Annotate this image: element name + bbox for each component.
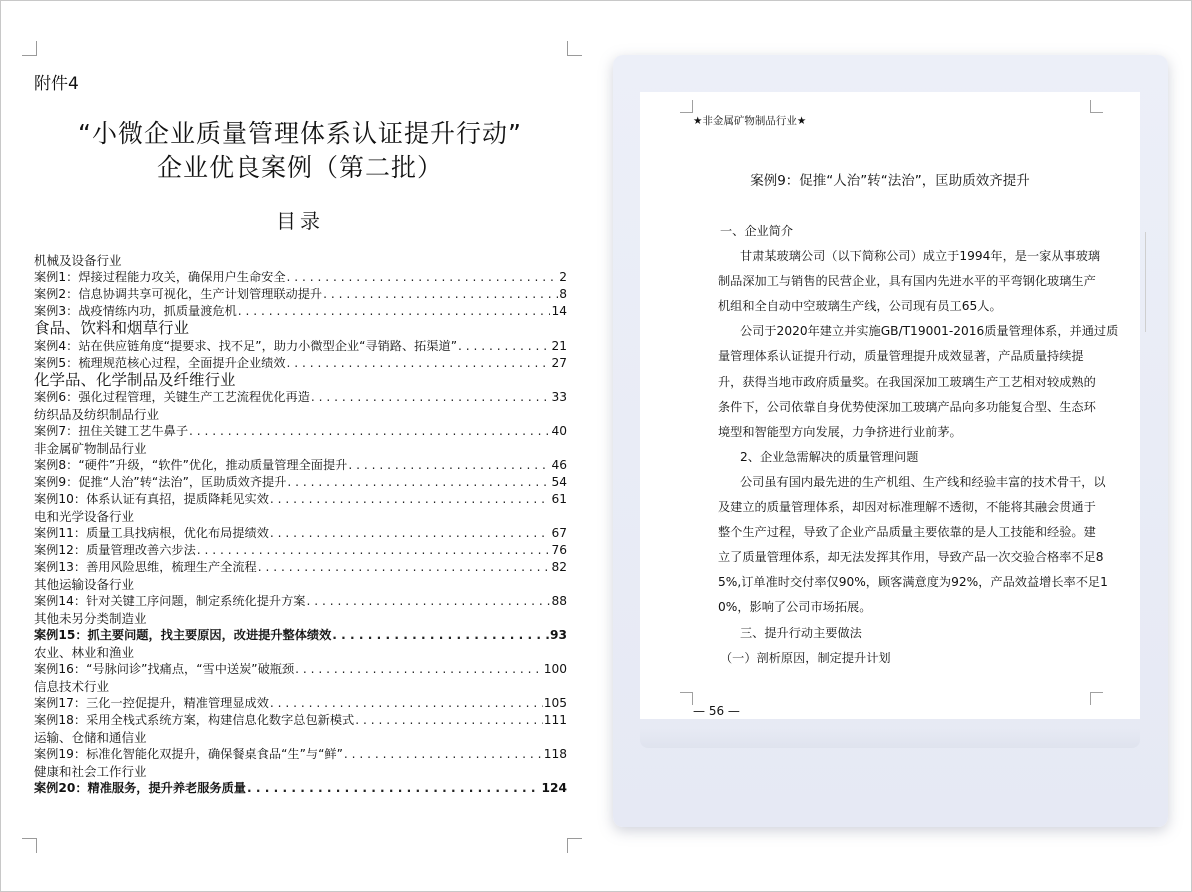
body-text-line: 整个生产过程，导致了企业产品质量主要依靠的是人工技能和经验。建: [718, 525, 1096, 540]
toc-leader-dots: [287, 474, 550, 491]
toc-category: [34, 576, 567, 593]
toc-page-number: 88: [551, 594, 567, 608]
toc-entry-title: 案例3：战疫情练内功，抓质量渡危机: [34, 304, 237, 318]
toc-leader-dots: [295, 661, 543, 678]
toc-entry-title: 案例4：站在供应链角度“提要求、找不足”，助力小微型企业“寻销路、拓渠道”: [34, 338, 458, 353]
toc-entry-title: 案例17：三化一控促提升，精准管理显成效: [34, 696, 269, 710]
toc-entry-title: 案例2：信息协调共享可视化，生产计划管理联动提升: [34, 287, 323, 301]
body-text-line: 公司于2020年建立并实施GB/T19001-2016质量管理体系，并通过质: [740, 324, 1119, 339]
toc-category: [34, 729, 567, 746]
toc-leader-dots: [306, 593, 550, 610]
toc-entry[interactable]: [34, 542, 567, 559]
toc-page-number: 27: [551, 355, 567, 370]
toc-category: [34, 252, 567, 269]
table-of-contents: [34, 252, 567, 797]
page-number: — 56 —: [693, 704, 740, 718]
toc-page-number: 67: [551, 526, 567, 540]
toc-leader-dots: [247, 780, 541, 797]
toc-leader-dots: [238, 303, 551, 320]
toc-page-number: 14: [551, 304, 567, 318]
page-crop-mark-top-right: [1090, 100, 1103, 113]
toc-page-number: 33: [551, 390, 567, 404]
toc-entry-title: 案例9：促推“人治”转“法治”，匡助质效齐提升: [34, 475, 287, 489]
toc-entry[interactable]: [34, 525, 567, 542]
toc-entry-title: 案例18：采用全栈式系统方案，构建信息化数字总包新模式: [34, 713, 355, 727]
toc-entry-title: 案例19：标准化智能化双提升，确保餐桌食品“生”与“鲜”: [34, 747, 343, 761]
toc-entry-title: 案例16：“号脉问诊”找痛点，“雪中送炭”破瓶颈: [34, 662, 295, 676]
page-crop-mark-top-left: [680, 100, 693, 113]
toc-entry[interactable]: [34, 389, 567, 406]
toc-page-number: 2: [559, 270, 567, 284]
toc-entry-title: 案例7：扭住关键工艺牛鼻子: [34, 424, 189, 438]
toc-page-number: 100: [543, 662, 567, 676]
reader-bottom-bar: [640, 728, 1140, 748]
document-title-line2: 企业优良案例（第二批）: [156, 153, 443, 182]
toc-leader-dots: [287, 269, 559, 286]
toc-leader-dots: [189, 423, 550, 440]
attachment-label: 附件4: [34, 74, 79, 94]
toc-entry-title: 案例12：质量管理改善六步法: [34, 543, 196, 557]
toc-category-label: 非金属矿物制品行业: [34, 441, 147, 456]
toc-leader-dots: [270, 525, 551, 542]
document-title-line1: “小微企业质量管理体系认证提升行动”: [78, 119, 522, 148]
case-body: [718, 219, 1123, 671]
toc-leader-dots: [311, 389, 551, 406]
toc-category-label: 其他运输设备行业: [34, 577, 135, 592]
toc-leader-dots: [270, 491, 551, 508]
toc-category-label: 电和光学设备行业: [34, 509, 135, 524]
page-crop-mark-bottom-right: [1090, 692, 1103, 705]
toc-entry[interactable]: [34, 423, 567, 440]
toc-page-number: 118: [543, 747, 567, 761]
toc-entry[interactable]: [34, 746, 567, 763]
toc-entry[interactable]: [34, 627, 567, 644]
toc-leader-dots: [287, 355, 551, 372]
case-title: 案例9：促推“人治”转“法治”，匡助质效齐提升: [750, 173, 1030, 189]
toc-category-label: 健康和社会工作行业: [34, 764, 147, 779]
industry-header: ★非金属矿物制品行业★: [693, 115, 807, 127]
toc-page-number: 54: [551, 475, 567, 489]
toc-heading: 目录: [276, 209, 324, 233]
toc-category: [34, 678, 567, 695]
toc-category-label: 纺织品及纺织制品行业: [34, 407, 160, 422]
toc-entry-title: 案例13：善用风险思维，梳理生产全流程: [34, 560, 257, 574]
scroll-indicator[interactable]: [1145, 232, 1146, 332]
toc-category: [34, 644, 567, 661]
toc-category: [34, 320, 567, 338]
toc-category-label: 其他未另分类制造业: [34, 611, 147, 626]
toc-category: [34, 610, 567, 627]
toc-leader-dots: [258, 559, 551, 576]
body-text-line: 及建立的质量管理体系，却因对标准理解不透彻，不能将其融会贯通于: [718, 500, 1096, 515]
body-text-line: 三、提升行动主要做法: [740, 625, 862, 640]
body-text-line: 立了质量管理体系，却无法发挥其作用，导致产品一次交验合格率不足8: [718, 550, 1104, 565]
toc-category: [34, 440, 567, 457]
toc-page-number: 76: [551, 543, 567, 557]
body-text-line: 0%，影响了公司市场拓展。: [718, 600, 872, 615]
toc-entry[interactable]: [34, 474, 567, 491]
toc-entry-title: 案例6：强化过程管理，关键生产工艺流程优化再造: [34, 390, 310, 404]
toc-entry-title: 案例10：体系认证有真招，提质降耗见实效: [34, 492, 269, 506]
toc-page-number: 111: [543, 713, 567, 727]
toc-entry[interactable]: [34, 303, 567, 320]
toc-entry-title: 案例14：针对关键工序问题，制定系统化提升方案: [34, 594, 306, 608]
toc-entry[interactable]: [34, 712, 567, 729]
body-text-line: 机组和全自动中空玻璃生产线，公司现有员工65人。: [718, 299, 1002, 314]
toc-page-number: 46: [551, 458, 567, 472]
toc-entry-title: 案例11：质量工具找病根，优化布局提绩效: [34, 526, 269, 540]
page-crop-mark-bottom-left: [680, 692, 693, 705]
toc-entry[interactable]: [34, 286, 567, 303]
body-text-line: 量管理体系认证提升行动，质量管理提升成效显著，产品质量持续提: [718, 349, 1084, 364]
toc-entry-title: 案例1：焊接过程能力攻关，确保用户生命安全: [34, 270, 286, 284]
toc-entry[interactable]: [34, 695, 567, 712]
section-heading: 一、企业简介: [720, 224, 794, 238]
toc-leader-dots: [348, 457, 550, 474]
body-text-line: 境型和智能型方向发展，力争挤进行业前茅。: [718, 424, 962, 439]
toc-entry-title: 案例15：抓主要问题，找主要原因，改进提升整体绩效: [34, 628, 332, 642]
toc-leader-dots: [355, 712, 543, 729]
toc-category-label: 信息技术行业: [34, 679, 110, 694]
toc-page-number: 93: [550, 628, 567, 642]
case-page[interactable]: [640, 92, 1140, 719]
toc-entry[interactable]: [34, 269, 567, 286]
toc-page-number: 61: [551, 492, 567, 506]
toc-page-number: 40: [551, 424, 567, 438]
toc-leader-dots: [323, 286, 558, 303]
toc-entry[interactable]: [34, 661, 567, 678]
toc-category-label: 化学品、化学制品及纤维行业: [34, 371, 236, 389]
toc-entry-title: 案例5：梳理规范核心过程，全面提升企业绩效: [34, 355, 286, 370]
toc-page-number: 124: [541, 781, 567, 795]
toc-entry[interactable]: [34, 491, 567, 508]
toc-leader-dots: [344, 746, 543, 763]
toc-page-number: 8: [559, 287, 567, 301]
toc-category: [34, 372, 567, 390]
toc-entry[interactable]: [34, 338, 567, 355]
body-text-line: 甘肃某玻璃公司（以下简称公司）成立于1994年，是一家从事玻璃: [740, 249, 1101, 264]
toc-page-number: 82: [551, 560, 567, 574]
toc-category-label: 运输、仓储和通信业: [34, 730, 147, 745]
toc-entry[interactable]: [34, 355, 567, 372]
section-heading: （一）剖析原因，制定提升计划: [720, 650, 891, 665]
toc-leader-dots: [270, 695, 543, 712]
toc-entry-title: 案例20：精准服务，提升养老服务质量: [34, 781, 246, 795]
toc-entry[interactable]: [34, 780, 567, 797]
toc-category-label: 农业、林业和渔业: [34, 645, 135, 660]
body-text-line: 5%,订单准时交付率仅90%，顾客满意度为92%，产品效益增长率不足1: [718, 575, 1108, 590]
toc-entry-title: 案例8：“硬件”升级，“软件”优化，推动质量管理全面提升: [34, 458, 348, 472]
toc-category-label: 食品、饮料和烟草行业: [34, 320, 190, 337]
toc-page-number: 105: [543, 696, 567, 710]
section-heading: 2、企业急需解决的质量管理问题: [740, 449, 919, 464]
body-text-line: 条件下，公司依靠自身优势使深加工玻璃产品向多功能复合型、生态环: [718, 399, 1096, 414]
toc-page-number: 21: [551, 338, 567, 353]
toc-entry[interactable]: [34, 457, 567, 474]
body-text-line: 公司虽有国内最先进的生产机组、生产线和经验丰富的技术骨干，以: [740, 474, 1106, 489]
toc-entry[interactable]: [34, 593, 567, 610]
toc-category: [34, 406, 567, 423]
toc-category: [34, 508, 567, 525]
toc-category-label: 机械及设备行业: [34, 253, 122, 268]
body-text-line: 制品深加工与销售的民营企业，具有国内先进水平的平弯钢化玻璃生产: [718, 274, 1096, 289]
toc-entry[interactable]: [34, 559, 567, 576]
toc-leader-dots: [332, 627, 549, 644]
body-text-line: 升，获得当地市政府质量奖。在我国深加工玻璃生产工艺相对较成熟的: [718, 374, 1096, 389]
toc-leader-dots: [458, 338, 550, 355]
toc-category: [34, 763, 567, 780]
toc-leader-dots: [197, 542, 551, 559]
